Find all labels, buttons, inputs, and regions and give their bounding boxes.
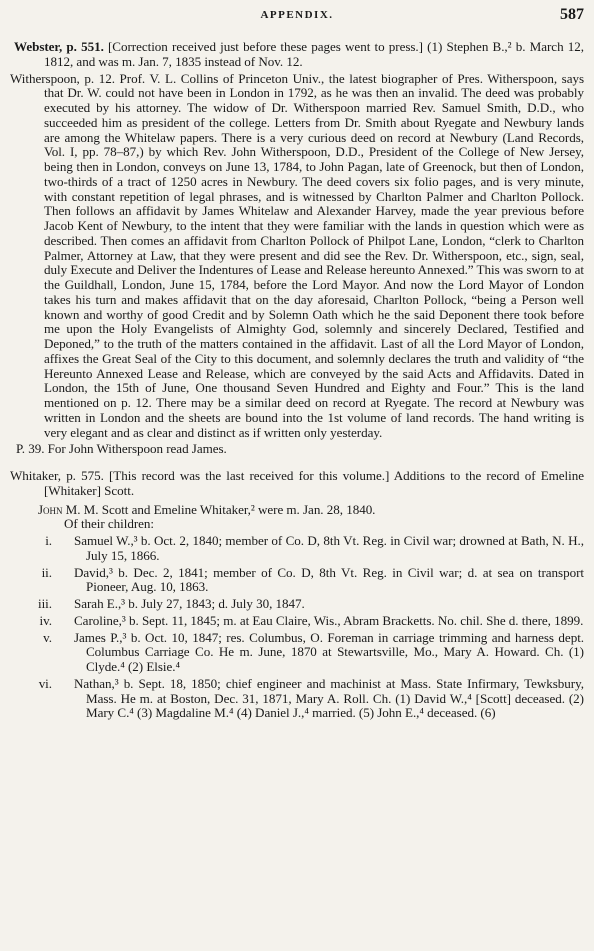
children-heading: Of their children:	[64, 516, 154, 532]
entry-text: Prof. V. L. Collins of Princeton Univ., the latest biographer of Pres. Witherspoon, says that Dr. W. could not have been in London in 1792, as he was then an invalid. The deed was probably executed by his attorney. The widow of Dr. Witherspoon married Rev. Samuel Smith, D.D., who succeeded him as president of the college. Letters from Dr. Smith about Ryegate and Newbury lands are among the Whitelaw papers. There is a very curious deed on record at Newbury (Land Records, Vol. I, pp. 78–87,) by which Rev. John Witherspoon, D.D., President of the College of New Jersey, being then in London, conveys on June 13, 1784, to John Pagan, late of Greenock, but then of London, two-thirds of a tract of 1250 acres in Newbury. The deed covers six folio pages, and is very minute, with constant repetition of legal phrases, and is witnessed by Charlton Palmer and Charlton Pollock. Then follows an affidavit by James Whitelaw and Alexander Harvey, made the year previous before Jacob Kent of Newbury, to the intent that they were familiar with the lands in question which were as described. Then comes an affidavit from Charlton Pollock of Philpot Lane, London, “clerk to Charlton Palmer, Attorney at Law, that they were present and did see the Rev. Dr. Witherspoon, etc., sign, seal, duly Execute and Deliver the Indentures of Lease and Release hereunto Annexed.” This was sworn to at the Guildhall, London, June 15, 1784, before the Lord Mayor. And now the Lord Mayor of London takes his turn and makes affidavit that on the day aforesaid, Charlton Pollock, “being a Person well known and worthy of good Credit and by Solemn Oath which he the said Deponent there took before me upon the Holy Evangelists of Almighty God, solemnly and sincerely Declared, Testified and Deponed,” to the truth of the matters contained in the affidavit. Last of all the Lord Mayor of London, affixes the Great Seal of the City to this document, and solemnly declares the truth and validity of “the Hereunto Annexed Lease and Release, which are conveyed by the said Acts and Affidavits. Dated in London, the 15th of June, One thousand Seven Hundred and Eighty and Four.” This is the land mentioned on p. 12. There may be a similar deed on record at Ryegate. The record at Newbury was written in London and the sheets are bound into the 1st volume of land records. The hand writing is very elegant and as clear and distinct as if written only yesterday.	[44, 70, 585, 440]
child-text: Samuel W.,³ b. Oct. 2, 1840; member of Co. D, 8th Vt. Reg. in Civil war; drowned at Bath, N. H., July 15, 1866.	[74, 533, 584, 563]
entry-whitaker	[8, 469, 584, 499]
entry-p39: P. 39. For John Witherspoon read James.	[16, 441, 227, 457]
entry-text: [Correction received just before these pages went to press.] (1) Stephen B.,² b. March 12, 1812, and was m. Jan. 7, 1835 instead of Nov. 12.	[44, 39, 584, 69]
child-entry	[8, 566, 584, 596]
entry-heading: Witherspoon, p. 12.	[10, 70, 115, 86]
entry-heading: Webster, p. 551.	[14, 39, 104, 54]
child-number: vi.	[38, 675, 52, 691]
child-number: iii.	[38, 596, 52, 611]
child-entry	[8, 597, 584, 612]
entry-witherspoon	[8, 72, 584, 441]
child-text: David,³ b. Dec. 2, 1841; member of Co. D, 8th Vt. Reg. in Civil war; d. at sea on transport Pioneer, Aug. 10, 1863.	[74, 564, 584, 595]
family-head-name: John	[38, 501, 63, 517]
running-title: APPENDIX.	[260, 9, 334, 21]
child-number: v.	[43, 629, 52, 645]
child-entry	[8, 534, 584, 564]
family-line	[8, 503, 584, 518]
child-number: ii.	[41, 564, 52, 580]
entry-text: [This record was the last received for this volume.] Additions to the record of Emeline [Whitaker] Scott.	[44, 468, 584, 498]
children-list	[8, 534, 584, 721]
entry-heading: Whitaker, p. 575.	[10, 468, 104, 483]
running-header	[0, 6, 594, 28]
child-text: Sarah E.,³ b. July 27, 1843; d. July 30, 1847.	[74, 596, 305, 611]
entry-webster	[8, 40, 584, 70]
child-entry	[8, 631, 584, 675]
page-number: 587	[560, 6, 584, 23]
child-text: Caroline,³ b. Sept. 11, 1845; m. at Eau Claire, Wis., Abram Bracketts. No. chil. She d. there, 1899.	[74, 612, 584, 628]
child-number: i.	[45, 533, 52, 548]
child-text: James P.,³ b. Oct. 10, 1847; res. Columbus, O. Foreman in carriage trimming and harness dept. Columbus Carriage Co. He m. June, 1870 at Stewartsville, Mo., Mary A. Howard. Ch. (1) Clyde.⁴ (2) Elsie.⁴	[74, 629, 584, 674]
child-entry	[8, 614, 584, 629]
family-text: M. M. Scott and Emeline Whitaker,² were m. Jan. 28, 1840.	[65, 501, 376, 517]
child-entry	[8, 677, 584, 721]
child-number: iv.	[39, 612, 52, 628]
child-text: Nathan,³ b. Sept. 18, 1850; chief engineer and machinist at Mass. State Infirmary, Tewksbury, Mass. He m. at Boston, Dec. 31, 1871, Mary A. Roll. Ch. (1) David W.,⁴ [Scott] deceased. (2) Mary C.⁴ (3) Magdaline M.⁴ (4) Daniel J.,⁴ married. (5) John E.,⁴ deceased. (6)	[74, 675, 584, 721]
page-body	[8, 40, 584, 721]
